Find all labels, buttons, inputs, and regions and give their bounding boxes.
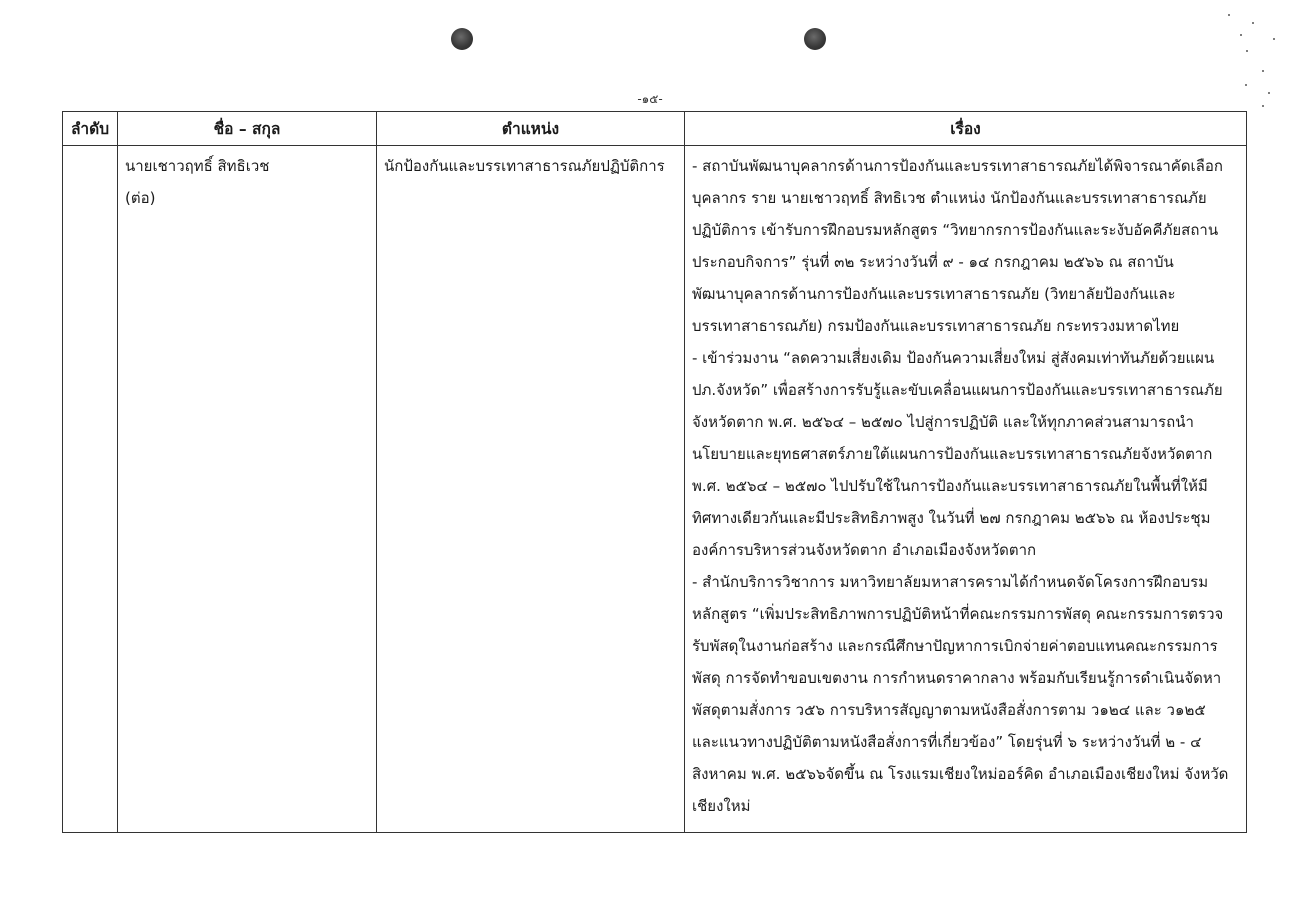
page-number: -๑๕- [637,92,663,106]
subject-paragraph-3 [692,566,1240,822]
subject-line: เชียงใหม่ [692,797,751,815]
name-line: นายเชาวฤทธิ์ สิทธิเวช [125,157,270,175]
subject-line: - เข้าร่วมงาน “ลดความเสี่ยงเดิม ป้องกันความเสี่ยงใหม่ สู่สังคมเท่าทันภัยด้วยแผน [692,349,1215,367]
subject-paragraph-2 [692,342,1240,566]
position-text: นักป้องกันและบรรเทาสาธารณภัยปฏิบัติการ [384,157,665,175]
subject-line: - สถาบันพัฒนาบุคลากรด้านการป้องกันและบรรเทาสาธารณภัยได้พิจารณาคัดเลือก [692,157,1223,175]
scan-speck [1252,22,1254,24]
header-name: ชื่อ – สกุล [118,112,377,146]
scan-speck [1268,92,1270,94]
punch-hole-right [804,28,826,50]
subject-line: บรรเทาสาธารณภัย) กรมป้องกันและบรรเทาสาธารณภัย กระทรวงมหาดไทย [692,317,1180,335]
subject-line: นโยบายและยุทธศาสตร์ภายใต้แผนการป้องกันและบรรเทาสาธารณภัยจังหวัดตาก [692,445,1213,463]
subject-line: พ.ศ. ๒๕๖๔ – ๒๕๗๐ ไปปรับใช้ในการป้องกันและบรรเทาสาธารณภัยในพื้นที่ให้มี [692,477,1208,495]
cell-position [377,146,685,833]
subject-line: และแนวทางปฏิบัติตามหนังสือสั่งการที่เกี่ยวข้อง” โดยรุ่นที่ ๖ ระหว่างวันที่ ๒ - ๔ [692,733,1202,751]
scan-speck [1262,70,1264,72]
scan-speck [1273,38,1275,40]
name-continued: (ต่อ) [125,189,156,207]
header-subject: เรื่อง [685,112,1247,146]
scan-speck [1240,34,1242,36]
subject-line: บุคลากร ราย นายเชาวฤทธิ์ สิทธิเวช ตำแหน่ง นักป้องกันและบรรเทาสาธารณภัย [692,189,1207,207]
punch-hole-left [451,28,473,50]
cell-name [118,146,377,833]
scan-speck [1262,105,1264,107]
header-position: ตำแหน่ง [377,112,685,146]
subject-line: พัฒนาบุคลากรด้านการป้องกันและบรรเทาสาธารณภัย (วิทยาลัยป้องกันและ [692,285,1176,303]
subject-line: ทิศทางเดียวกันและมีประสิทธิภาพสูง ในวันที่ ๒๗ กรกฎาคม ๒๕๖๖ ณ ห้องประชุม [692,509,1211,527]
header-order: ลำดับ [63,112,118,146]
subject-line: พัสดุ การจัดทำขอบเขตงาน การกำหนดราคากลาง พร้อมกับเรียนรู้การดำเนินจัดหา [692,669,1222,687]
cell-order [63,146,118,833]
subject-line: หลักสูตร “เพิ่มประสิทธิภาพการปฏิบัติหน้าที่คณะกรรมการพัสดุ คณะกรรมการตรวจ [692,605,1224,623]
subject-line: พัสดุตามสั่งการ ว๕๖ การบริหารสัญญาตามหนังสือสั่งการตาม ว๑๒๔ และ ว๑๒๕ [692,701,1206,719]
table-row [63,146,1247,833]
scan-speck [1245,84,1247,86]
subject-line: - สำนักบริการวิชาการ มหาวิทยาลัยมหาสารครามได้กำหนดจัดโครงการฝึกอบรม [692,573,1209,591]
subject-line: ปภ.จังหวัด” เพื่อสร้างการรับรู้และขับเคลื่อนแผนการป้องกันและบรรเทาสาธารณภัย [692,381,1223,399]
subject-line: รับพัสดุในงานก่อสร้าง และกรณีศึกษาปัญหาการเบิกจ่ายค่าตอบแทนคณะกรรมการ [692,637,1218,655]
subject-line: ปฏิบัติการ เข้ารับการฝึกอบรมหลักสูตร “วิทยากรการป้องกันและระงับอัคคีภัยสถาน [692,221,1219,239]
subject-line: สิงหาคม พ.ศ. ๒๕๖๖จัดขึ้น ณ โรงแรมเชียงใหม่ออร์คิด อำเภอเมืองเชียงใหม่ จังหวัด [692,765,1229,783]
record-table [62,111,1247,833]
subject-line: องค์การบริหารส่วนจังหวัดตาก อำเภอเมืองจังหวัดตาก [692,541,1037,559]
subject-line: จังหวัดตาก พ.ศ. ๒๕๖๔ – ๒๕๗๐ ไปสู่การปฏิบัติ และให้ทุกภาคส่วนสามารถนำ [692,413,1194,431]
subject-line: ประกอบกิจการ” รุ่นที่ ๓๒ ระหว่างวันที่ ๙ - ๑๔ กรกฎาคม ๒๕๖๖ ณ สถาบัน [692,253,1174,271]
cell-subject [685,146,1247,833]
scan-speck [1228,14,1230,16]
header-row [63,112,1247,146]
subject-paragraph-1 [692,150,1240,342]
scan-speck [1246,50,1248,52]
